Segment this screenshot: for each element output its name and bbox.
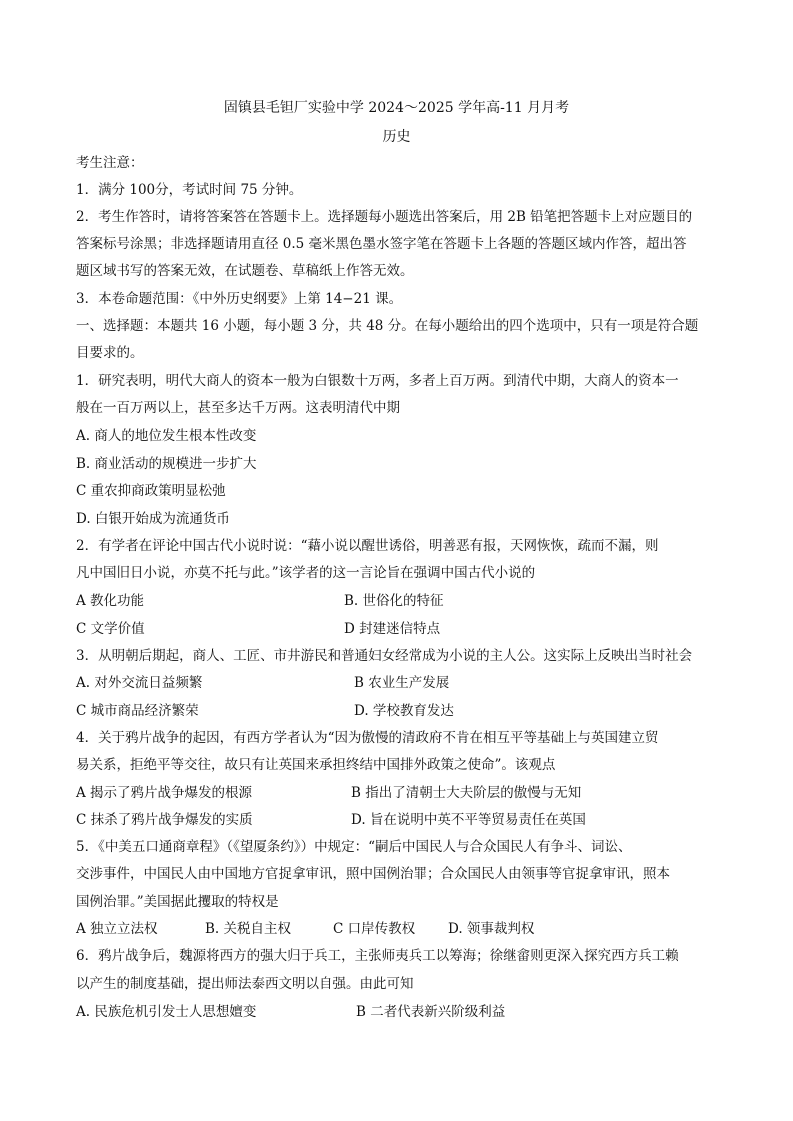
question-5-option-b: B. 关税自主权 (205, 921, 292, 937)
question-6-option-a: A. 民族危机引发士人思想嬗变 (76, 1004, 257, 1020)
question-1-option-a: A. 商人的地位发生根本性改变 (76, 428, 257, 444)
notice-item-2-cont: 答案标号涂黑；非选择题请用直径 0.5 毫米黑色墨水签字笔在答题卡上各题的答题区域内作答，超出答 (76, 236, 687, 252)
question-1-option-b: B. 商业活动的规模进一步扩大 (76, 456, 257, 472)
question-6-stem: 6．鸦片战争后，魏源将西方的强大归于兵工，主张师夷兵工以筹海；徐继畲则更深入探究西方兵工赖 (76, 948, 679, 964)
question-1-option-d: D. 白银开始成为流通货币 (76, 511, 230, 527)
question-1-stem: 1．研究表明，明代大商人的资本一般为白银数十万两，多者上百万两。到清代中期，大商人的资本一 (76, 373, 679, 389)
question-3-option-a: A. 对外交流日益频繁 (76, 675, 203, 691)
question-2-option-d: D 封建迷信特点 (344, 621, 441, 637)
question-2-stem: 2．有学者在评论中国古代小说时说：“藉小说以醒世诱俗，明善恶有报，天网恢恢，疏而不漏，则 (76, 538, 659, 554)
question-3-option-c: C 城市商品经济繁荣 (76, 703, 199, 719)
question-5-stem-cont2: 国例治罪。”美国据此攫取的特权是 (76, 894, 279, 910)
question-5-stem: 5．《中美五口通商章程》（《望厦条约》）中规定：“嗣后中国民人与合众国民人有争斗、词讼、 (76, 839, 632, 855)
question-5-option-c: C 口岸传教权 (333, 921, 416, 937)
question-2-option-a: A 教化功能 (76, 593, 145, 609)
subject-title: 历史 (382, 129, 411, 145)
exam-title: 固镇县毛钽厂实验中学 2024～2025 学年高-11 月月考 (223, 100, 570, 116)
question-5-stem-cont: 交涉事件，中国民人由中国地方官捉拿审讯，照中国例治罪；合众国民人由领事等官捉拿审讯，照本 (76, 866, 670, 882)
notice-item-1: 1．满分 100分，考试时间 75 分钟。 (76, 182, 303, 198)
question-4-option-d: D. 旨在说明中英不平等贸易责任在英国 (351, 812, 586, 828)
question-5-option-d: D. 领事裁判权 (448, 921, 535, 937)
question-1-stem-cont: 般在一百万两以上，甚至多达千万两。这表明清代中期 (76, 400, 400, 416)
question-3-option-b: B 农业生产发展 (354, 675, 450, 691)
notice-item-2: 2．考生作答时，请将答案答在答题卡上。选择题每小题选出答案后，用 2B 铅笔把答题卡上对应题目的 (76, 209, 693, 225)
question-2-option-c: C 文学价值 (76, 621, 145, 637)
section-heading-cont: 目要求的。 (76, 345, 144, 361)
question-4-stem: 4．关于鸦片战争的起因，有西方学者认为“因为傲慢的清政府不肯在相互平等基础上与英国建立贸 (76, 730, 659, 746)
question-3-option-d: D. 学校教育发达 (354, 703, 454, 719)
question-1-option-c: C 重农抑商政策明显松弛 (76, 483, 226, 499)
notice-heading: 考生注意： (76, 155, 144, 171)
notice-item-3: 3．本卷命题范围：《中外历史纲要》上第 14−21 课。 (76, 291, 403, 307)
question-4-option-a: A 揭示了鸦片战争爆发的根源 (76, 785, 253, 801)
question-4-option-b: B 指出了清朝士大夫阶层的傲慢与无知 (351, 785, 582, 801)
question-6-option-b: B 二者代表新兴阶级利益 (356, 1004, 506, 1020)
question-2-stem-cont: 凡中国旧日小说，亦莫不托与此。”该学者的这一言论旨在强调中国古代小说的 (76, 565, 536, 581)
section-heading: 一、选择题：本题共 16 小题，每小题 3 分，共 48 分。在每小题给出的四个选项中，只有一项是符合题 (76, 318, 699, 334)
question-6-stem-cont: 以产生的制度基础，提出师法泰西文明以自强。由此可知 (76, 976, 414, 992)
notice-item-2-cont2: 题区域书写的答案无效，在试题卷、草稿纸上作答无效。 (76, 263, 414, 279)
question-4-stem-cont: 易关系，拒绝平等交往，故只有让英国来承担终结中国排外政策之使命”。该观点 (76, 757, 556, 773)
question-4-option-c: C 抹杀了鸦片战争爆发的实质 (76, 812, 253, 828)
question-2-option-b: B. 世俗化的特征 (344, 593, 444, 609)
question-5-option-a: A 独立立法权 (76, 921, 158, 937)
question-3-stem: 3．从明朝后期起，商人、工匠、市井游民和普通妇女经常成为小说的主人公。这实际上反映出当时社会 (76, 648, 693, 664)
